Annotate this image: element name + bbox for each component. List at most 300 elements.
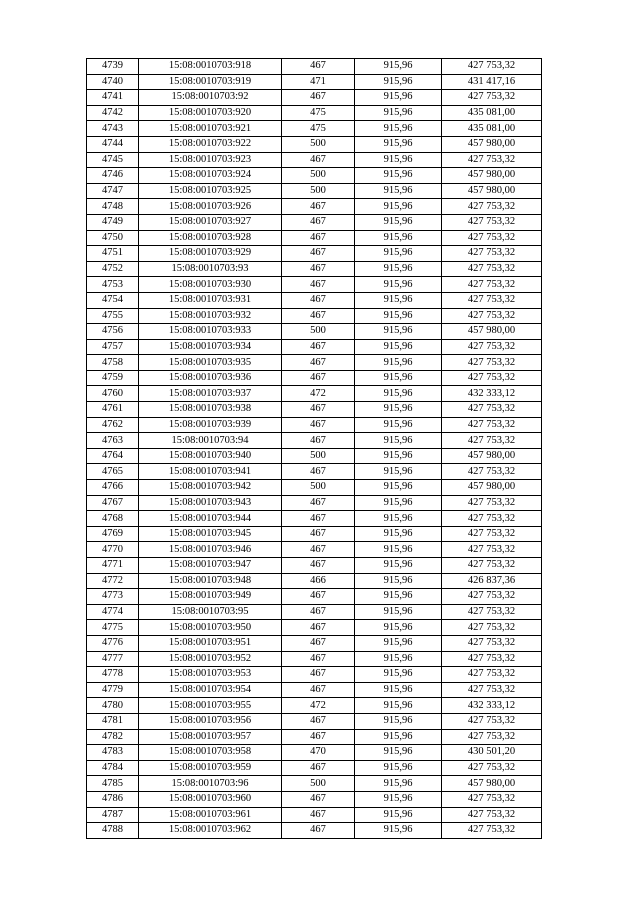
row-number-cell: 4752 — [87, 261, 139, 277]
area-cell: 500 — [282, 168, 355, 184]
rate-cell: 915,96 — [355, 698, 442, 714]
cadastral-number-cell: 15:08:0010703:946 — [139, 542, 282, 558]
rate-cell: 915,96 — [355, 214, 442, 230]
area-cell: 467 — [282, 651, 355, 667]
area-cell: 467 — [282, 59, 355, 75]
table-row — [87, 292, 542, 308]
cadastral-number-cell: 15:08:0010703:955 — [139, 698, 282, 714]
table-row — [87, 136, 542, 152]
area-cell: 466 — [282, 573, 355, 589]
table-row — [87, 199, 542, 215]
row-number-cell: 4739 — [87, 59, 139, 75]
table-row — [87, 620, 542, 636]
area-cell: 467 — [282, 308, 355, 324]
rate-cell: 915,96 — [355, 745, 442, 761]
area-cell: 467 — [282, 511, 355, 527]
row-number-cell: 4765 — [87, 464, 139, 480]
row-number-cell: 4769 — [87, 526, 139, 542]
rate-cell: 915,96 — [355, 604, 442, 620]
table-row — [87, 152, 542, 168]
table-row — [87, 682, 542, 698]
row-number-cell: 4776 — [87, 635, 139, 651]
cadastral-number-cell: 15:08:0010703:933 — [139, 324, 282, 340]
row-number-cell: 4786 — [87, 791, 139, 807]
value-cell: 427 753,32 — [442, 214, 542, 230]
cadastral-number-cell: 15:08:0010703:939 — [139, 417, 282, 433]
area-cell: 467 — [282, 292, 355, 308]
rate-cell: 915,96 — [355, 386, 442, 402]
row-number-cell: 4741 — [87, 90, 139, 106]
cadastral-number-cell: 15:08:0010703:929 — [139, 246, 282, 262]
row-number-cell: 4757 — [87, 339, 139, 355]
cadastral-number-cell: 15:08:0010703:932 — [139, 308, 282, 324]
area-cell: 467 — [282, 635, 355, 651]
row-number-cell: 4760 — [87, 386, 139, 402]
rate-cell: 915,96 — [355, 729, 442, 745]
value-cell: 427 753,32 — [442, 339, 542, 355]
cadastral-number-cell: 15:08:0010703:919 — [139, 74, 282, 90]
row-number-cell: 4774 — [87, 604, 139, 620]
rate-cell: 915,96 — [355, 433, 442, 449]
value-cell: 427 753,32 — [442, 246, 542, 262]
rate-cell: 915,96 — [355, 339, 442, 355]
rate-cell: 915,96 — [355, 682, 442, 698]
area-cell: 467 — [282, 199, 355, 215]
row-number-cell: 4761 — [87, 402, 139, 418]
table-row — [87, 308, 542, 324]
rate-cell: 915,96 — [355, 152, 442, 168]
value-cell: 430 501,20 — [442, 745, 542, 761]
value-cell: 427 753,32 — [442, 402, 542, 418]
rate-cell: 915,96 — [355, 183, 442, 199]
table-row — [87, 370, 542, 386]
area-cell: 467 — [282, 620, 355, 636]
cadastral-number-cell: 15:08:0010703:930 — [139, 277, 282, 293]
table-row — [87, 542, 542, 558]
rate-cell: 915,96 — [355, 620, 442, 636]
area-cell: 467 — [282, 90, 355, 106]
rate-cell: 915,96 — [355, 480, 442, 496]
row-number-cell: 4778 — [87, 667, 139, 683]
row-number-cell: 4748 — [87, 199, 139, 215]
area-cell: 472 — [282, 386, 355, 402]
row-number-cell: 4771 — [87, 558, 139, 574]
row-number-cell: 4759 — [87, 370, 139, 386]
value-cell: 427 753,32 — [442, 495, 542, 511]
value-cell: 427 753,32 — [442, 760, 542, 776]
row-number-cell: 4772 — [87, 573, 139, 589]
rate-cell: 915,96 — [355, 495, 442, 511]
area-cell: 470 — [282, 745, 355, 761]
rate-cell: 915,96 — [355, 261, 442, 277]
cadastral-number-cell: 15:08:0010703:944 — [139, 511, 282, 527]
row-number-cell: 4742 — [87, 105, 139, 121]
area-cell: 467 — [282, 791, 355, 807]
cadastral-number-cell: 15:08:0010703:962 — [139, 823, 282, 839]
area-cell: 467 — [282, 417, 355, 433]
rate-cell: 915,96 — [355, 90, 442, 106]
table-row — [87, 402, 542, 418]
rate-cell: 915,96 — [355, 760, 442, 776]
value-cell: 435 081,00 — [442, 121, 542, 137]
row-number-cell: 4768 — [87, 511, 139, 527]
cadastral-number-cell: 15:08:0010703:948 — [139, 573, 282, 589]
value-cell: 427 753,32 — [442, 651, 542, 667]
area-cell: 472 — [282, 698, 355, 714]
value-cell: 427 753,32 — [442, 152, 542, 168]
area-cell: 467 — [282, 230, 355, 246]
rate-cell: 915,96 — [355, 807, 442, 823]
rate-cell: 915,96 — [355, 355, 442, 371]
area-cell: 467 — [282, 526, 355, 542]
table-row — [87, 230, 542, 246]
table-row — [87, 121, 542, 137]
row-number-cell: 4785 — [87, 776, 139, 792]
value-cell: 457 980,00 — [442, 183, 542, 199]
rate-cell: 915,96 — [355, 776, 442, 792]
cadastral-number-cell: 15:08:0010703:934 — [139, 339, 282, 355]
row-number-cell: 4746 — [87, 168, 139, 184]
value-cell: 427 753,32 — [442, 277, 542, 293]
table-row — [87, 558, 542, 574]
cadastral-number-cell: 15:08:0010703:921 — [139, 121, 282, 137]
row-number-cell: 4754 — [87, 292, 139, 308]
rate-cell: 915,96 — [355, 573, 442, 589]
cadastral-number-cell: 15:08:0010703:926 — [139, 199, 282, 215]
table-row — [87, 59, 542, 75]
row-number-cell: 4764 — [87, 448, 139, 464]
table-row — [87, 355, 542, 371]
table-row — [87, 480, 542, 496]
value-cell: 457 980,00 — [442, 776, 542, 792]
table-row — [87, 214, 542, 230]
area-cell: 467 — [282, 807, 355, 823]
cadastral-table — [86, 58, 542, 839]
value-cell: 427 753,32 — [442, 542, 542, 558]
rate-cell: 915,96 — [355, 168, 442, 184]
value-cell: 457 980,00 — [442, 480, 542, 496]
cadastral-number-cell: 15:08:0010703:927 — [139, 214, 282, 230]
area-cell: 467 — [282, 760, 355, 776]
row-number-cell: 4782 — [87, 729, 139, 745]
table-row — [87, 277, 542, 293]
table-row — [87, 713, 542, 729]
table-row — [87, 604, 542, 620]
rate-cell: 915,96 — [355, 823, 442, 839]
row-number-cell: 4766 — [87, 480, 139, 496]
row-number-cell: 4770 — [87, 542, 139, 558]
rate-cell: 915,96 — [355, 464, 442, 480]
table-row — [87, 339, 542, 355]
rate-cell: 915,96 — [355, 105, 442, 121]
cadastral-number-cell: 15:08:0010703:940 — [139, 448, 282, 464]
value-cell: 432 333,12 — [442, 386, 542, 402]
row-number-cell: 4781 — [87, 713, 139, 729]
rate-cell: 915,96 — [355, 417, 442, 433]
rate-cell: 915,96 — [355, 511, 442, 527]
rate-cell: 915,96 — [355, 277, 442, 293]
area-cell: 467 — [282, 495, 355, 511]
value-cell: 457 980,00 — [442, 136, 542, 152]
area-cell: 471 — [282, 74, 355, 90]
row-number-cell: 4767 — [87, 495, 139, 511]
row-number-cell: 4777 — [87, 651, 139, 667]
row-number-cell: 4779 — [87, 682, 139, 698]
cadastral-number-cell: 15:08:0010703:941 — [139, 464, 282, 480]
rate-cell: 915,96 — [355, 199, 442, 215]
table-row — [87, 246, 542, 262]
value-cell: 427 753,32 — [442, 464, 542, 480]
rate-cell: 915,96 — [355, 402, 442, 418]
value-cell: 427 753,32 — [442, 230, 542, 246]
cadastral-number-cell: 15:08:0010703:935 — [139, 355, 282, 371]
value-cell: 427 753,32 — [442, 620, 542, 636]
table-row — [87, 651, 542, 667]
table-row — [87, 698, 542, 714]
cadastral-number-cell: 15:08:0010703:943 — [139, 495, 282, 511]
row-number-cell: 4756 — [87, 324, 139, 340]
value-cell: 427 753,32 — [442, 355, 542, 371]
table-row — [87, 807, 542, 823]
cadastral-number-cell: 15:08:0010703:958 — [139, 745, 282, 761]
rate-cell: 915,96 — [355, 324, 442, 340]
area-cell: 467 — [282, 464, 355, 480]
value-cell: 427 753,32 — [442, 417, 542, 433]
table-row — [87, 573, 542, 589]
area-cell: 475 — [282, 105, 355, 121]
area-cell: 500 — [282, 480, 355, 496]
cadastral-number-cell: 15:08:0010703:96 — [139, 776, 282, 792]
table-row — [87, 417, 542, 433]
area-cell: 467 — [282, 542, 355, 558]
table-row — [87, 745, 542, 761]
row-number-cell: 4751 — [87, 246, 139, 262]
row-number-cell: 4788 — [87, 823, 139, 839]
area-cell: 500 — [282, 183, 355, 199]
area-cell: 467 — [282, 402, 355, 418]
cadastral-number-cell: 15:08:0010703:918 — [139, 59, 282, 75]
value-cell: 427 753,32 — [442, 199, 542, 215]
area-cell: 467 — [282, 589, 355, 605]
value-cell: 432 333,12 — [442, 698, 542, 714]
value-cell: 435 081,00 — [442, 105, 542, 121]
cadastral-number-cell: 15:08:0010703:928 — [139, 230, 282, 246]
value-cell: 427 753,32 — [442, 589, 542, 605]
cadastral-number-cell: 15:08:0010703:942 — [139, 480, 282, 496]
rate-cell: 915,96 — [355, 667, 442, 683]
area-cell: 500 — [282, 448, 355, 464]
cadastral-number-cell: 15:08:0010703:94 — [139, 433, 282, 449]
area-cell: 475 — [282, 121, 355, 137]
row-number-cell: 4745 — [87, 152, 139, 168]
value-cell: 427 753,32 — [442, 604, 542, 620]
rate-cell: 915,96 — [355, 370, 442, 386]
row-number-cell: 4743 — [87, 121, 139, 137]
rate-cell: 915,96 — [355, 292, 442, 308]
cadastral-number-cell: 15:08:0010703:954 — [139, 682, 282, 698]
cadastral-number-cell: 15:08:0010703:959 — [139, 760, 282, 776]
cadastral-number-cell: 15:08:0010703:924 — [139, 168, 282, 184]
cadastral-number-cell: 15:08:0010703:947 — [139, 558, 282, 574]
rate-cell: 915,96 — [355, 713, 442, 729]
area-cell: 500 — [282, 324, 355, 340]
value-cell: 457 980,00 — [442, 168, 542, 184]
cadastral-number-cell: 15:08:0010703:93 — [139, 261, 282, 277]
rate-cell: 915,96 — [355, 448, 442, 464]
cadastral-number-cell: 15:08:0010703:957 — [139, 729, 282, 745]
cadastral-number-cell: 15:08:0010703:956 — [139, 713, 282, 729]
table-row — [87, 386, 542, 402]
area-cell: 467 — [282, 823, 355, 839]
row-number-cell: 4784 — [87, 760, 139, 776]
rate-cell: 915,96 — [355, 635, 442, 651]
area-cell: 467 — [282, 558, 355, 574]
rate-cell: 915,96 — [355, 791, 442, 807]
cadastral-number-cell: 15:08:0010703:937 — [139, 386, 282, 402]
value-cell: 427 753,32 — [442, 511, 542, 527]
cadastral-number-cell: 15:08:0010703:936 — [139, 370, 282, 386]
cadastral-number-cell: 15:08:0010703:938 — [139, 402, 282, 418]
area-cell: 467 — [282, 261, 355, 277]
area-cell: 467 — [282, 339, 355, 355]
row-number-cell: 4747 — [87, 183, 139, 199]
table-row — [87, 791, 542, 807]
cadastral-number-cell: 15:08:0010703:922 — [139, 136, 282, 152]
rate-cell: 915,96 — [355, 246, 442, 262]
value-cell: 427 753,32 — [442, 59, 542, 75]
table-row — [87, 324, 542, 340]
rate-cell: 915,96 — [355, 589, 442, 605]
value-cell: 427 753,32 — [442, 526, 542, 542]
value-cell: 427 753,32 — [442, 682, 542, 698]
row-number-cell: 4755 — [87, 308, 139, 324]
row-number-cell: 4775 — [87, 620, 139, 636]
cadastral-number-cell: 15:08:0010703:951 — [139, 635, 282, 651]
table-row — [87, 495, 542, 511]
value-cell: 427 753,32 — [442, 807, 542, 823]
value-cell: 427 753,32 — [442, 713, 542, 729]
area-cell: 500 — [282, 136, 355, 152]
cadastral-number-cell: 15:08:0010703:925 — [139, 183, 282, 199]
cadastral-number-cell: 15:08:0010703:945 — [139, 526, 282, 542]
value-cell: 431 417,16 — [442, 74, 542, 90]
table-row — [87, 168, 542, 184]
cadastral-number-cell: 15:08:0010703:952 — [139, 651, 282, 667]
table-row — [87, 589, 542, 605]
area-cell: 467 — [282, 713, 355, 729]
table-row — [87, 526, 542, 542]
area-cell: 467 — [282, 433, 355, 449]
value-cell: 427 753,32 — [442, 261, 542, 277]
row-number-cell: 4740 — [87, 74, 139, 90]
value-cell: 427 753,32 — [442, 370, 542, 386]
row-number-cell: 4744 — [87, 136, 139, 152]
table-row — [87, 667, 542, 683]
table-body — [87, 59, 542, 839]
rate-cell: 915,96 — [355, 59, 442, 75]
table-row — [87, 511, 542, 527]
cadastral-number-cell: 15:08:0010703:92 — [139, 90, 282, 106]
area-cell: 467 — [282, 729, 355, 745]
row-number-cell: 4749 — [87, 214, 139, 230]
area-cell: 467 — [282, 370, 355, 386]
value-cell: 427 753,32 — [442, 308, 542, 324]
table-row — [87, 729, 542, 745]
table-row — [87, 448, 542, 464]
value-cell: 457 980,00 — [442, 324, 542, 340]
value-cell: 427 753,32 — [442, 90, 542, 106]
rate-cell: 915,96 — [355, 74, 442, 90]
cadastral-number-cell: 15:08:0010703:920 — [139, 105, 282, 121]
table-row — [87, 823, 542, 839]
cadastral-number-cell: 15:08:0010703:949 — [139, 589, 282, 605]
cadastral-number-cell: 15:08:0010703:960 — [139, 791, 282, 807]
rate-cell: 915,96 — [355, 308, 442, 324]
area-cell: 467 — [282, 682, 355, 698]
table-row — [87, 464, 542, 480]
rate-cell: 915,96 — [355, 230, 442, 246]
value-cell: 427 753,32 — [442, 635, 542, 651]
value-cell: 427 753,32 — [442, 558, 542, 574]
value-cell: 427 753,32 — [442, 292, 542, 308]
area-cell: 467 — [282, 277, 355, 293]
cadastral-number-cell: 15:08:0010703:950 — [139, 620, 282, 636]
area-cell: 467 — [282, 604, 355, 620]
table-row — [87, 105, 542, 121]
area-cell: 467 — [282, 152, 355, 168]
row-number-cell: 4753 — [87, 277, 139, 293]
table-row — [87, 74, 542, 90]
rate-cell: 915,96 — [355, 542, 442, 558]
table-row — [87, 90, 542, 106]
table-row — [87, 433, 542, 449]
cadastral-number-cell: 15:08:0010703:961 — [139, 807, 282, 823]
table-row — [87, 776, 542, 792]
row-number-cell: 4780 — [87, 698, 139, 714]
row-number-cell: 4787 — [87, 807, 139, 823]
rate-cell: 915,96 — [355, 558, 442, 574]
row-number-cell: 4758 — [87, 355, 139, 371]
rate-cell: 915,96 — [355, 121, 442, 137]
cadastral-number-cell: 15:08:0010703:953 — [139, 667, 282, 683]
table-row — [87, 635, 542, 651]
row-number-cell: 4762 — [87, 417, 139, 433]
area-cell: 467 — [282, 355, 355, 371]
cadastral-number-cell: 15:08:0010703:95 — [139, 604, 282, 620]
row-number-cell: 4783 — [87, 745, 139, 761]
area-cell: 467 — [282, 246, 355, 262]
rate-cell: 915,96 — [355, 136, 442, 152]
table-row — [87, 261, 542, 277]
rate-cell: 915,96 — [355, 651, 442, 667]
row-number-cell: 4750 — [87, 230, 139, 246]
value-cell: 457 980,00 — [442, 448, 542, 464]
row-number-cell: 4763 — [87, 433, 139, 449]
cadastral-number-cell: 15:08:0010703:923 — [139, 152, 282, 168]
value-cell: 427 753,32 — [442, 667, 542, 683]
row-number-cell: 4773 — [87, 589, 139, 605]
value-cell: 427 753,32 — [442, 823, 542, 839]
value-cell: 426 837,36 — [442, 573, 542, 589]
table-row — [87, 183, 542, 199]
cadastral-number-cell: 15:08:0010703:931 — [139, 292, 282, 308]
value-cell: 427 753,32 — [442, 729, 542, 745]
table-row — [87, 760, 542, 776]
value-cell: 427 753,32 — [442, 791, 542, 807]
rate-cell: 915,96 — [355, 526, 442, 542]
area-cell: 467 — [282, 667, 355, 683]
value-cell: 427 753,32 — [442, 433, 542, 449]
